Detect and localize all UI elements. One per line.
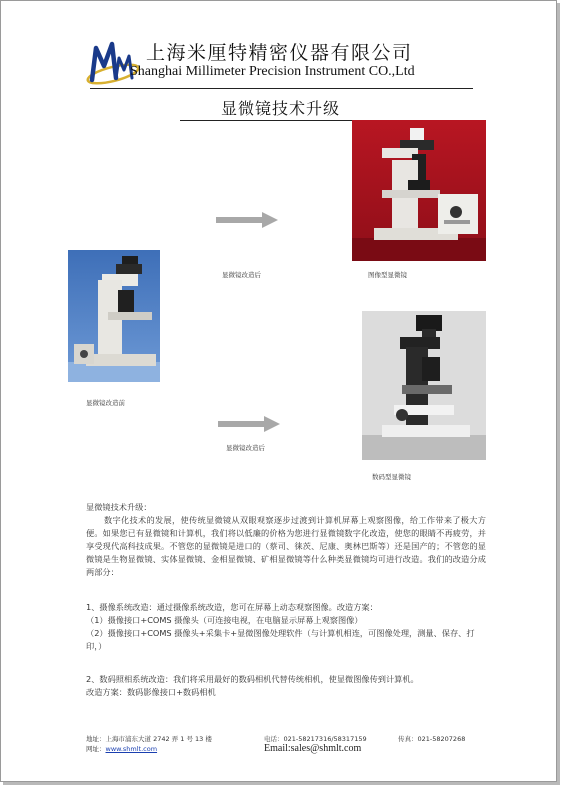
page-title: 显微镜技术升级 — [220, 99, 340, 118]
footer-phone: 电话：021-58217316/58317159 — [264, 735, 367, 743]
upgrade-arrow-icon — [216, 212, 278, 228]
caption-before-upgrade: 显微镜改造前 — [86, 399, 125, 407]
microscope-before-photo — [68, 250, 160, 382]
company-logo — [86, 38, 144, 88]
section-camera-upgrade — [86, 601, 486, 653]
section-heading: 1、摄像系统改造：通过摄像系统改造，您可在屏幕上动态观察图像。改造方案： — [86, 602, 378, 612]
upgrade-arrow-icon — [218, 416, 280, 432]
footer-email[interactable]: Email:sales@shmlt.com — [264, 743, 362, 754]
intro-heading: 显微镜技术升级： — [86, 502, 152, 512]
caption-after-upgrade-2: 显微镜改造后 — [226, 444, 265, 452]
company-name-english: Shanghai Millimeter Precision Instrument CO.,Ltd — [130, 64, 415, 79]
website-label: 网址： — [86, 745, 106, 753]
upgrade-plan: 改造方案：数码影像接口+数码相机 — [86, 687, 216, 697]
company-name-chinese: 上海米厘特精密仪器有限公司 — [146, 42, 413, 64]
intro-paragraph: 数字化技术的发展，使传统显微镜从双眼观察逐步过渡到计算机屏幕上观察图像，给工作带来了极大方便。如果您已有显微镜和计算机，我们将以低廉的价格为您进行显微镜数字化改造，使您的眼睛不再疲劳，并享受现代高科技成果。不管您的显微镜是进口的（蔡司、徕茨、尼康、奥林巴斯等）还是国产的；不管您的显微镜是生物显微镜、实体显微镜、金相显微镜、矿相显微镜等什么种类显微镜均可进行改造。我们的改造分成两部分： — [86, 515, 486, 577]
section-heading: 2、数码照相系统改造：我们将采用最好的数码相机代替传统相机，使显微图像传到计算机。 — [86, 674, 419, 684]
footer-fax: 传真：021-58207268 — [398, 735, 466, 743]
digital-type-microscope-photo — [362, 311, 486, 460]
caption-after-upgrade-1: 显微镜改造后 — [222, 271, 261, 279]
image-type-microscope-photo — [352, 120, 486, 261]
footer-address: 地址：上海市浦东大道 2742 弄 1 号 13 楼 — [86, 735, 212, 743]
list-item: （1）摄像接口+COMS 摄像头（可连接电视，在电脑显示屏幕上观察图像） — [86, 615, 363, 625]
header-divider — [90, 88, 473, 89]
caption-image-type: 图像型显微镜 — [368, 271, 407, 279]
footer-website — [86, 744, 157, 753]
title-underline — [180, 120, 376, 121]
website-link[interactable]: www.shmlt.com — [105, 745, 158, 753]
list-item: （2）摄像接口+COMS 摄像头+采集卡+显微图像处理软件（与计算机相连，可图像处理，测量、保存、打印，） — [86, 628, 475, 651]
caption-digital-type: 数码型显微镜 — [372, 473, 411, 481]
section-digital-camera-upgrade — [86, 673, 486, 699]
